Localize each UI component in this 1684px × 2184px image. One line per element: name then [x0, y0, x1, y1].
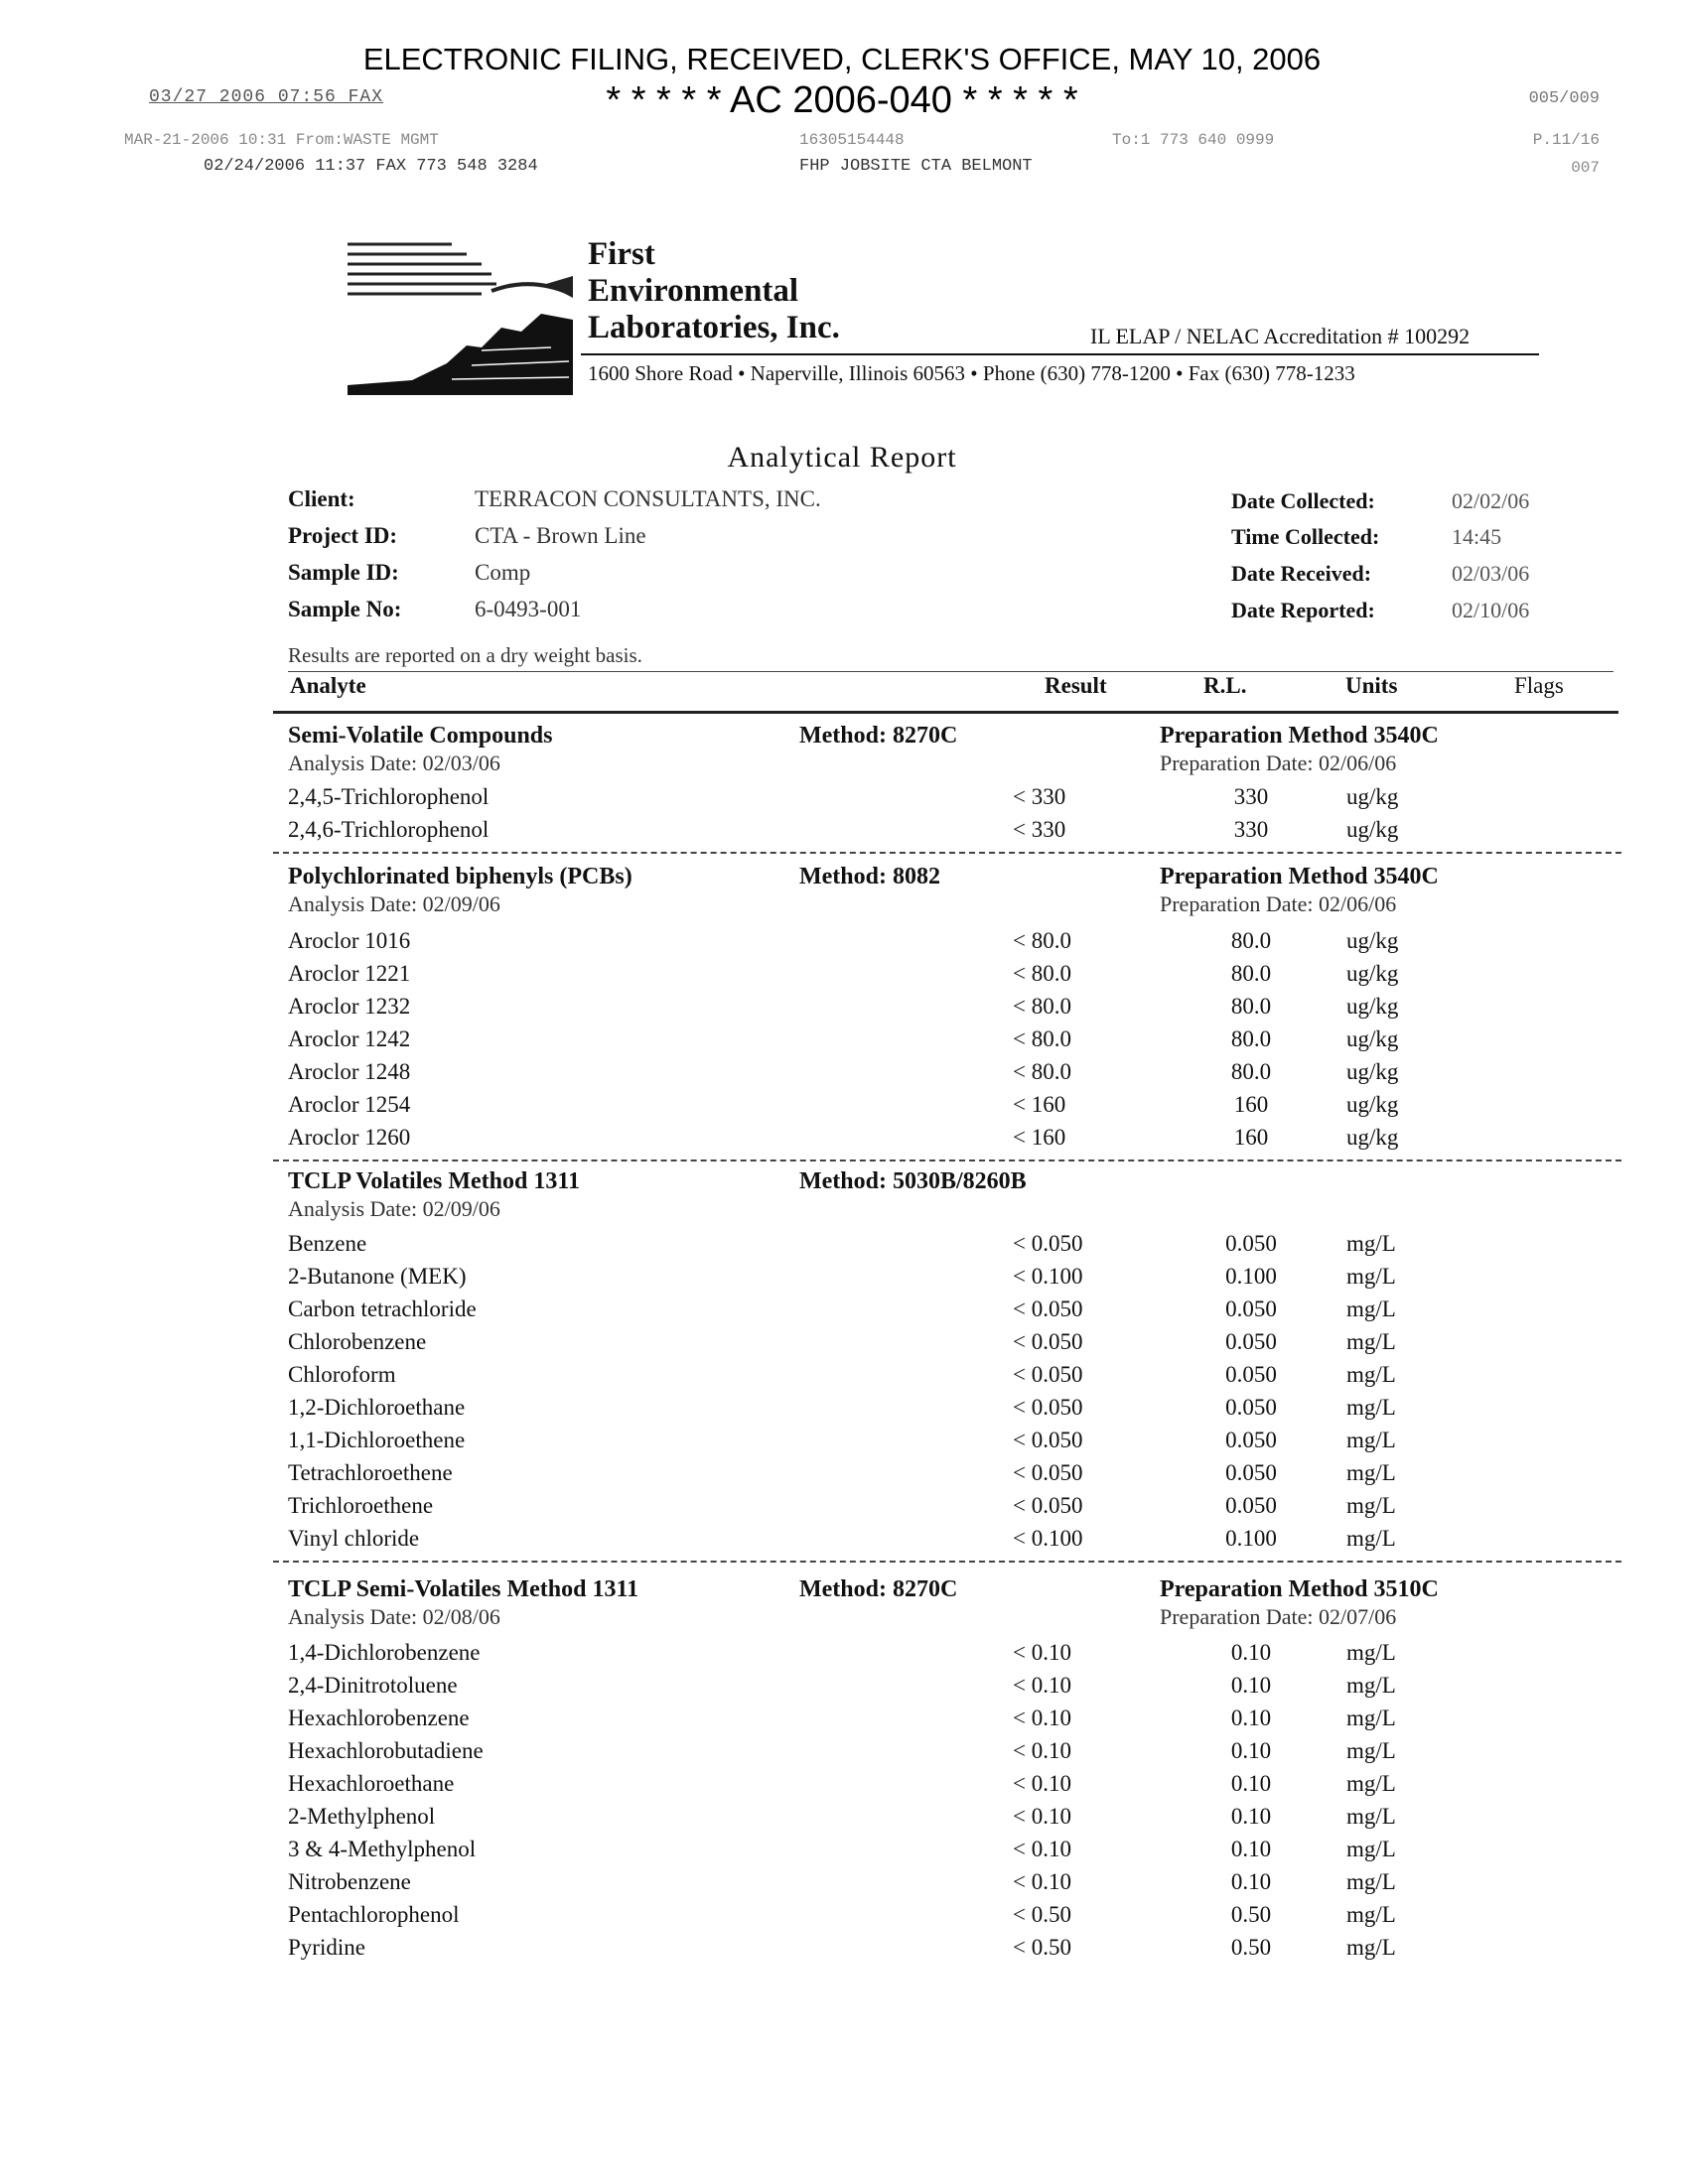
analyte-rl: 0.100	[1225, 1264, 1277, 1289]
analyte-result: < 0.050	[1013, 1460, 1083, 1485]
analyte-rl: 0.050	[1225, 1460, 1277, 1485]
fax-header-line2-mid: 16305154448	[799, 131, 905, 149]
analyte-result: < 0.050	[1013, 1428, 1083, 1452]
table-row	[0, 1673, 1684, 1706]
analyte-name: Benzene	[288, 1231, 367, 1256]
case-number: * * * * * AC 2006-040 * * * * *	[606, 79, 1078, 121]
section-analysis-date: Analysis Date: 02/03/06	[288, 751, 500, 775]
date-reported-value: 02/10/06	[1452, 598, 1530, 622]
table-row	[0, 1738, 1684, 1771]
column-header-rl: R.L.	[1203, 673, 1247, 698]
date-received-value: 02/03/06	[1452, 561, 1530, 586]
analyte-units: ug/kg	[1346, 1059, 1399, 1084]
analyte-rl: 0.50	[1230, 1902, 1272, 1927]
fax-header-line2-right: P.11/16	[1532, 131, 1600, 149]
column-header-result: Result	[1045, 673, 1107, 698]
date-received-label: Date Received:	[1231, 561, 1372, 586]
analyte-name: Aroclor 1248	[288, 1059, 411, 1084]
analyte-name: Hexachloroethane	[288, 1771, 455, 1796]
table-row	[0, 1026, 1684, 1059]
analyte-result: < 0.10	[1013, 1640, 1071, 1665]
analyte-rl: 0.10	[1230, 1869, 1272, 1894]
section-prep-date: Preparation Date: 02/07/06	[1160, 1604, 1397, 1629]
analyte-result: < 80.0	[1013, 994, 1071, 1019]
analyte-rl: 160	[1233, 1092, 1269, 1117]
analyte-result: < 330	[1013, 817, 1066, 842]
analyte-rl: 0.10	[1230, 1706, 1272, 1730]
analyte-units: mg/L	[1346, 1673, 1396, 1698]
table-row	[0, 1837, 1684, 1869]
analyte-units: mg/L	[1346, 1869, 1396, 1894]
analyte-name: Pentachlorophenol	[288, 1902, 460, 1927]
column-header-analyte: Analyte	[290, 673, 366, 698]
table-row	[0, 1902, 1684, 1935]
lab-logo-icon	[343, 236, 576, 403]
table-row	[0, 817, 1684, 850]
analyte-result: < 0.050	[1013, 1493, 1083, 1518]
analyte-name: Aroclor 1260	[288, 1125, 411, 1150]
basis-note: Results are reported on a dry weight basis.	[288, 643, 642, 667]
analyte-rl: 0.10	[1230, 1640, 1272, 1665]
analyte-units: mg/L	[1346, 1428, 1396, 1452]
analyte-units: mg/L	[1346, 1902, 1396, 1927]
date-collected-value: 02/02/06	[1452, 488, 1530, 513]
basis-divider	[288, 671, 1614, 672]
section-prep-date: Preparation Date: 02/06/06	[1160, 891, 1397, 916]
lab-name-line1: First	[588, 236, 655, 272]
analyte-name: 3 & 4-Methylphenol	[288, 1837, 477, 1861]
section-analysis-date: Analysis Date: 02/09/06	[288, 891, 500, 916]
analyte-result: < 0.50	[1013, 1902, 1071, 1927]
analyte-result: < 80.0	[1013, 1059, 1071, 1084]
analyte-result: < 0.100	[1013, 1526, 1083, 1551]
analyte-name: Chlorobenzene	[288, 1329, 427, 1354]
table-row	[0, 1395, 1684, 1428]
analyte-result: < 160	[1013, 1092, 1066, 1117]
analyte-rl: 0.050	[1225, 1428, 1277, 1452]
table-row	[0, 1059, 1684, 1092]
date-collected-label: Date Collected:	[1231, 488, 1375, 513]
fax-header-line2-to: To:1 773 640 0999	[1112, 131, 1275, 149]
analyte-name: 2,4,5-Trichlorophenol	[288, 784, 490, 809]
analyte-result: < 80.0	[1013, 1026, 1071, 1051]
analyte-name: Pyridine	[288, 1935, 365, 1960]
lab-name-line2: Environmental	[588, 273, 799, 309]
report-title: Analytical Report	[727, 441, 957, 474]
column-header-divider	[273, 711, 1618, 714]
time-collected-label: Time Collected:	[1231, 524, 1380, 549]
fax-header-line3-right: 007	[1571, 159, 1600, 177]
analyte-result: < 0.050	[1013, 1362, 1083, 1387]
lab-name-line3: Laboratories, Inc.	[588, 310, 840, 345]
analyte-result: < 80.0	[1013, 961, 1071, 986]
analyte-name: Vinyl chloride	[288, 1526, 420, 1551]
sample-id-label: Sample ID:	[288, 560, 399, 585]
analyte-rl: 0.50	[1230, 1935, 1272, 1960]
section-prep-method: Preparation Method 3540C	[1160, 723, 1439, 749]
analyte-name: 1,1-Dichloroethene	[288, 1428, 466, 1452]
analyte-result: < 0.10	[1013, 1804, 1071, 1829]
analyte-name: Trichloroethene	[288, 1493, 434, 1518]
project-id-value: CTA - Brown Line	[475, 523, 646, 548]
analyte-units: ug/kg	[1346, 961, 1399, 986]
table-row	[0, 1706, 1684, 1738]
analyte-rl: 80.0	[1230, 961, 1272, 986]
table-row	[0, 1493, 1684, 1526]
analyte-result: < 0.10	[1013, 1771, 1071, 1796]
analyte-name: 2,4,6-Trichlorophenol	[288, 817, 490, 842]
table-row	[0, 1771, 1684, 1804]
date-reported-label: Date Reported:	[1231, 598, 1375, 622]
analyte-rl: 0.10	[1230, 1837, 1272, 1861]
table-row	[0, 1428, 1684, 1460]
analyte-units: mg/L	[1346, 1706, 1396, 1730]
section-method: Method: 8270C	[799, 723, 958, 749]
analyte-units: ug/kg	[1346, 1026, 1399, 1051]
analyte-rl: 0.10	[1230, 1771, 1272, 1796]
fax-header-line1-right: 005/009	[1528, 89, 1600, 108]
analyte-units: ug/kg	[1346, 928, 1399, 953]
analyte-units: ug/kg	[1346, 994, 1399, 1019]
section-name: TCLP Volatiles Method 1311	[288, 1168, 581, 1194]
fax-header-line1-left: 03/27 2006 07:56 FAX	[149, 87, 384, 107]
analyte-result: < 0.10	[1013, 1738, 1071, 1763]
analyte-rl: 0.10	[1230, 1673, 1272, 1698]
time-collected-value: 14:45	[1452, 524, 1502, 549]
accreditation: IL ELAP / NELAC Accreditation # 100292	[1090, 324, 1471, 348]
filing-banner: ELECTRONIC FILING, RECEIVED, CLERK'S OFFICE, MAY 10, 2006	[362, 42, 1322, 76]
table-row	[0, 928, 1684, 961]
analyte-rl: 0.050	[1225, 1297, 1277, 1321]
analyte-name: Aroclor 1242	[288, 1026, 411, 1051]
section-prep-method: Preparation Method 3540C	[1160, 864, 1439, 889]
section-divider	[273, 1561, 1621, 1564]
client-value: TERRACON CONSULTANTS, INC.	[475, 486, 821, 511]
analyte-result: < 0.050	[1013, 1297, 1083, 1321]
table-row	[0, 1640, 1684, 1673]
analyte-name: 2-Methylphenol	[288, 1804, 436, 1829]
analyte-name: Nitrobenzene	[288, 1869, 411, 1894]
analyte-rl: 0.10	[1230, 1804, 1272, 1829]
analyte-units: mg/L	[1346, 1493, 1396, 1518]
analyte-name: Tetrachloroethene	[288, 1460, 453, 1485]
analyte-units: mg/L	[1346, 1935, 1396, 1960]
analyte-rl: 0.050	[1225, 1395, 1277, 1420]
analyte-name: 2,4-Dinitrotoluene	[288, 1673, 458, 1698]
section-method: Method: 8270C	[799, 1576, 958, 1602]
analyte-units: mg/L	[1346, 1329, 1396, 1354]
analyte-rl: 0.10	[1230, 1738, 1272, 1763]
analyte-name: 1,4-Dichlorobenzene	[288, 1640, 481, 1665]
analyte-units: mg/L	[1346, 1460, 1396, 1485]
section-prep-date: Preparation Date: 02/06/06	[1160, 751, 1397, 775]
fax-header-line3-left: 02/24/2006 11:37 FAX 773 548 3284	[204, 157, 538, 176]
analyte-name: Hexachlorobenzene	[288, 1706, 470, 1730]
sample-no-value: 6-0493-001	[475, 597, 582, 621]
table-row	[0, 1329, 1684, 1362]
analyte-units: mg/L	[1346, 1231, 1396, 1256]
analyte-name: Aroclor 1221	[288, 961, 411, 986]
analyte-name: Hexachlorobutadiene	[288, 1738, 484, 1763]
section-prep-method: Preparation Method 3510C	[1160, 1576, 1439, 1602]
analyte-units: mg/L	[1346, 1738, 1396, 1763]
analyte-rl: 330	[1233, 784, 1269, 809]
analyte-units: mg/L	[1346, 1362, 1396, 1387]
analyte-result: < 0.10	[1013, 1837, 1071, 1861]
analyte-name: 2-Butanone (MEK)	[288, 1264, 467, 1289]
analyte-units: mg/L	[1346, 1297, 1396, 1321]
analyte-result: < 0.10	[1013, 1869, 1071, 1894]
analyte-name: Carbon tetrachloride	[288, 1297, 477, 1321]
section-divider	[273, 852, 1621, 855]
analyte-rl: 0.050	[1225, 1493, 1277, 1518]
analyte-result: < 0.100	[1013, 1264, 1083, 1289]
section-divider	[273, 1160, 1621, 1162]
analyte-name: Aroclor 1232	[288, 994, 411, 1019]
analyte-units: mg/L	[1346, 1264, 1396, 1289]
sample-no-label: Sample No:	[288, 597, 402, 621]
analyte-units: ug/kg	[1346, 1092, 1399, 1117]
analyte-rl: 80.0	[1230, 1059, 1272, 1084]
analyte-rl: 80.0	[1230, 1026, 1272, 1051]
analyte-result: < 0.10	[1013, 1673, 1071, 1698]
analyte-name: Aroclor 1254	[288, 1092, 411, 1117]
analyte-units: ug/kg	[1346, 817, 1399, 842]
section-analysis-date: Analysis Date: 02/08/06	[288, 1604, 500, 1629]
project-id-label: Project ID:	[288, 523, 398, 548]
analyte-units: mg/L	[1346, 1837, 1396, 1861]
table-row	[0, 784, 1684, 817]
analyte-rl: 0.050	[1225, 1362, 1277, 1387]
analyte-rl: 0.050	[1225, 1231, 1277, 1256]
analyte-units: mg/L	[1346, 1804, 1396, 1829]
analyte-result: < 0.050	[1013, 1395, 1083, 1420]
analyte-units: ug/kg	[1346, 784, 1399, 809]
section-name: Polychlorinated biphenyls (PCBs)	[288, 864, 632, 889]
section-method: Method: 8082	[799, 864, 940, 889]
lab-address: 1600 Shore Road • Naperville, Illinois 60563 • Phone (630) 778-1200 • Fax (630) 778-1233	[588, 361, 1355, 385]
analyte-name: 1,2-Dichloroethane	[288, 1395, 466, 1420]
analyte-units: mg/L	[1346, 1640, 1396, 1665]
table-row	[0, 1297, 1684, 1329]
table-row	[0, 1264, 1684, 1297]
fax-header-line3-mid: FHP JOBSITE CTA BELMONT	[799, 157, 1033, 176]
table-row	[0, 961, 1684, 994]
table-row	[0, 1092, 1684, 1125]
analyte-units: mg/L	[1346, 1526, 1396, 1551]
analyte-result: < 0.50	[1013, 1935, 1071, 1960]
table-row	[0, 1125, 1684, 1158]
analyte-result: < 0.050	[1013, 1231, 1083, 1256]
analyte-units: mg/L	[1346, 1771, 1396, 1796]
letterhead-divider	[581, 353, 1539, 355]
table-row	[0, 1526, 1684, 1559]
table-row	[0, 994, 1684, 1026]
analyte-rl: 0.050	[1225, 1329, 1277, 1354]
table-row	[0, 1804, 1684, 1837]
analyte-name: Chloroform	[288, 1362, 396, 1387]
fax-header-line2-left: MAR-21-2006 10:31 From:WASTE MGMT	[124, 131, 439, 149]
analyte-rl: 80.0	[1230, 928, 1272, 953]
client-label: Client:	[288, 486, 355, 511]
analyte-rl: 160	[1233, 1125, 1269, 1150]
column-header-flags: Flags	[1514, 673, 1564, 698]
analyte-result: < 0.10	[1013, 1706, 1071, 1730]
table-row	[0, 1460, 1684, 1493]
analyte-result: < 80.0	[1013, 928, 1071, 953]
analyte-name: Aroclor 1016	[288, 928, 411, 953]
table-row	[0, 1362, 1684, 1395]
analyte-result: < 330	[1013, 784, 1066, 809]
analyte-units: mg/L	[1346, 1395, 1396, 1420]
analyte-units: ug/kg	[1346, 1125, 1399, 1150]
section-method: Method: 5030B/8260B	[799, 1168, 1027, 1194]
column-header-units: Units	[1345, 673, 1398, 698]
analyte-rl: 0.100	[1225, 1526, 1277, 1551]
table-row	[0, 1869, 1684, 1902]
section-name: Semi-Volatile Compounds	[288, 723, 553, 749]
table-row	[0, 1231, 1684, 1264]
section-name: TCLP Semi-Volatiles Method 1311	[288, 1576, 639, 1602]
analyte-rl: 80.0	[1230, 994, 1272, 1019]
analyte-result: < 0.050	[1013, 1329, 1083, 1354]
table-row	[0, 1935, 1684, 1968]
analyte-rl: 330	[1233, 817, 1269, 842]
section-analysis-date: Analysis Date: 02/09/06	[288, 1196, 500, 1221]
sample-id-value: Comp	[475, 560, 531, 585]
analyte-result: < 160	[1013, 1125, 1066, 1150]
